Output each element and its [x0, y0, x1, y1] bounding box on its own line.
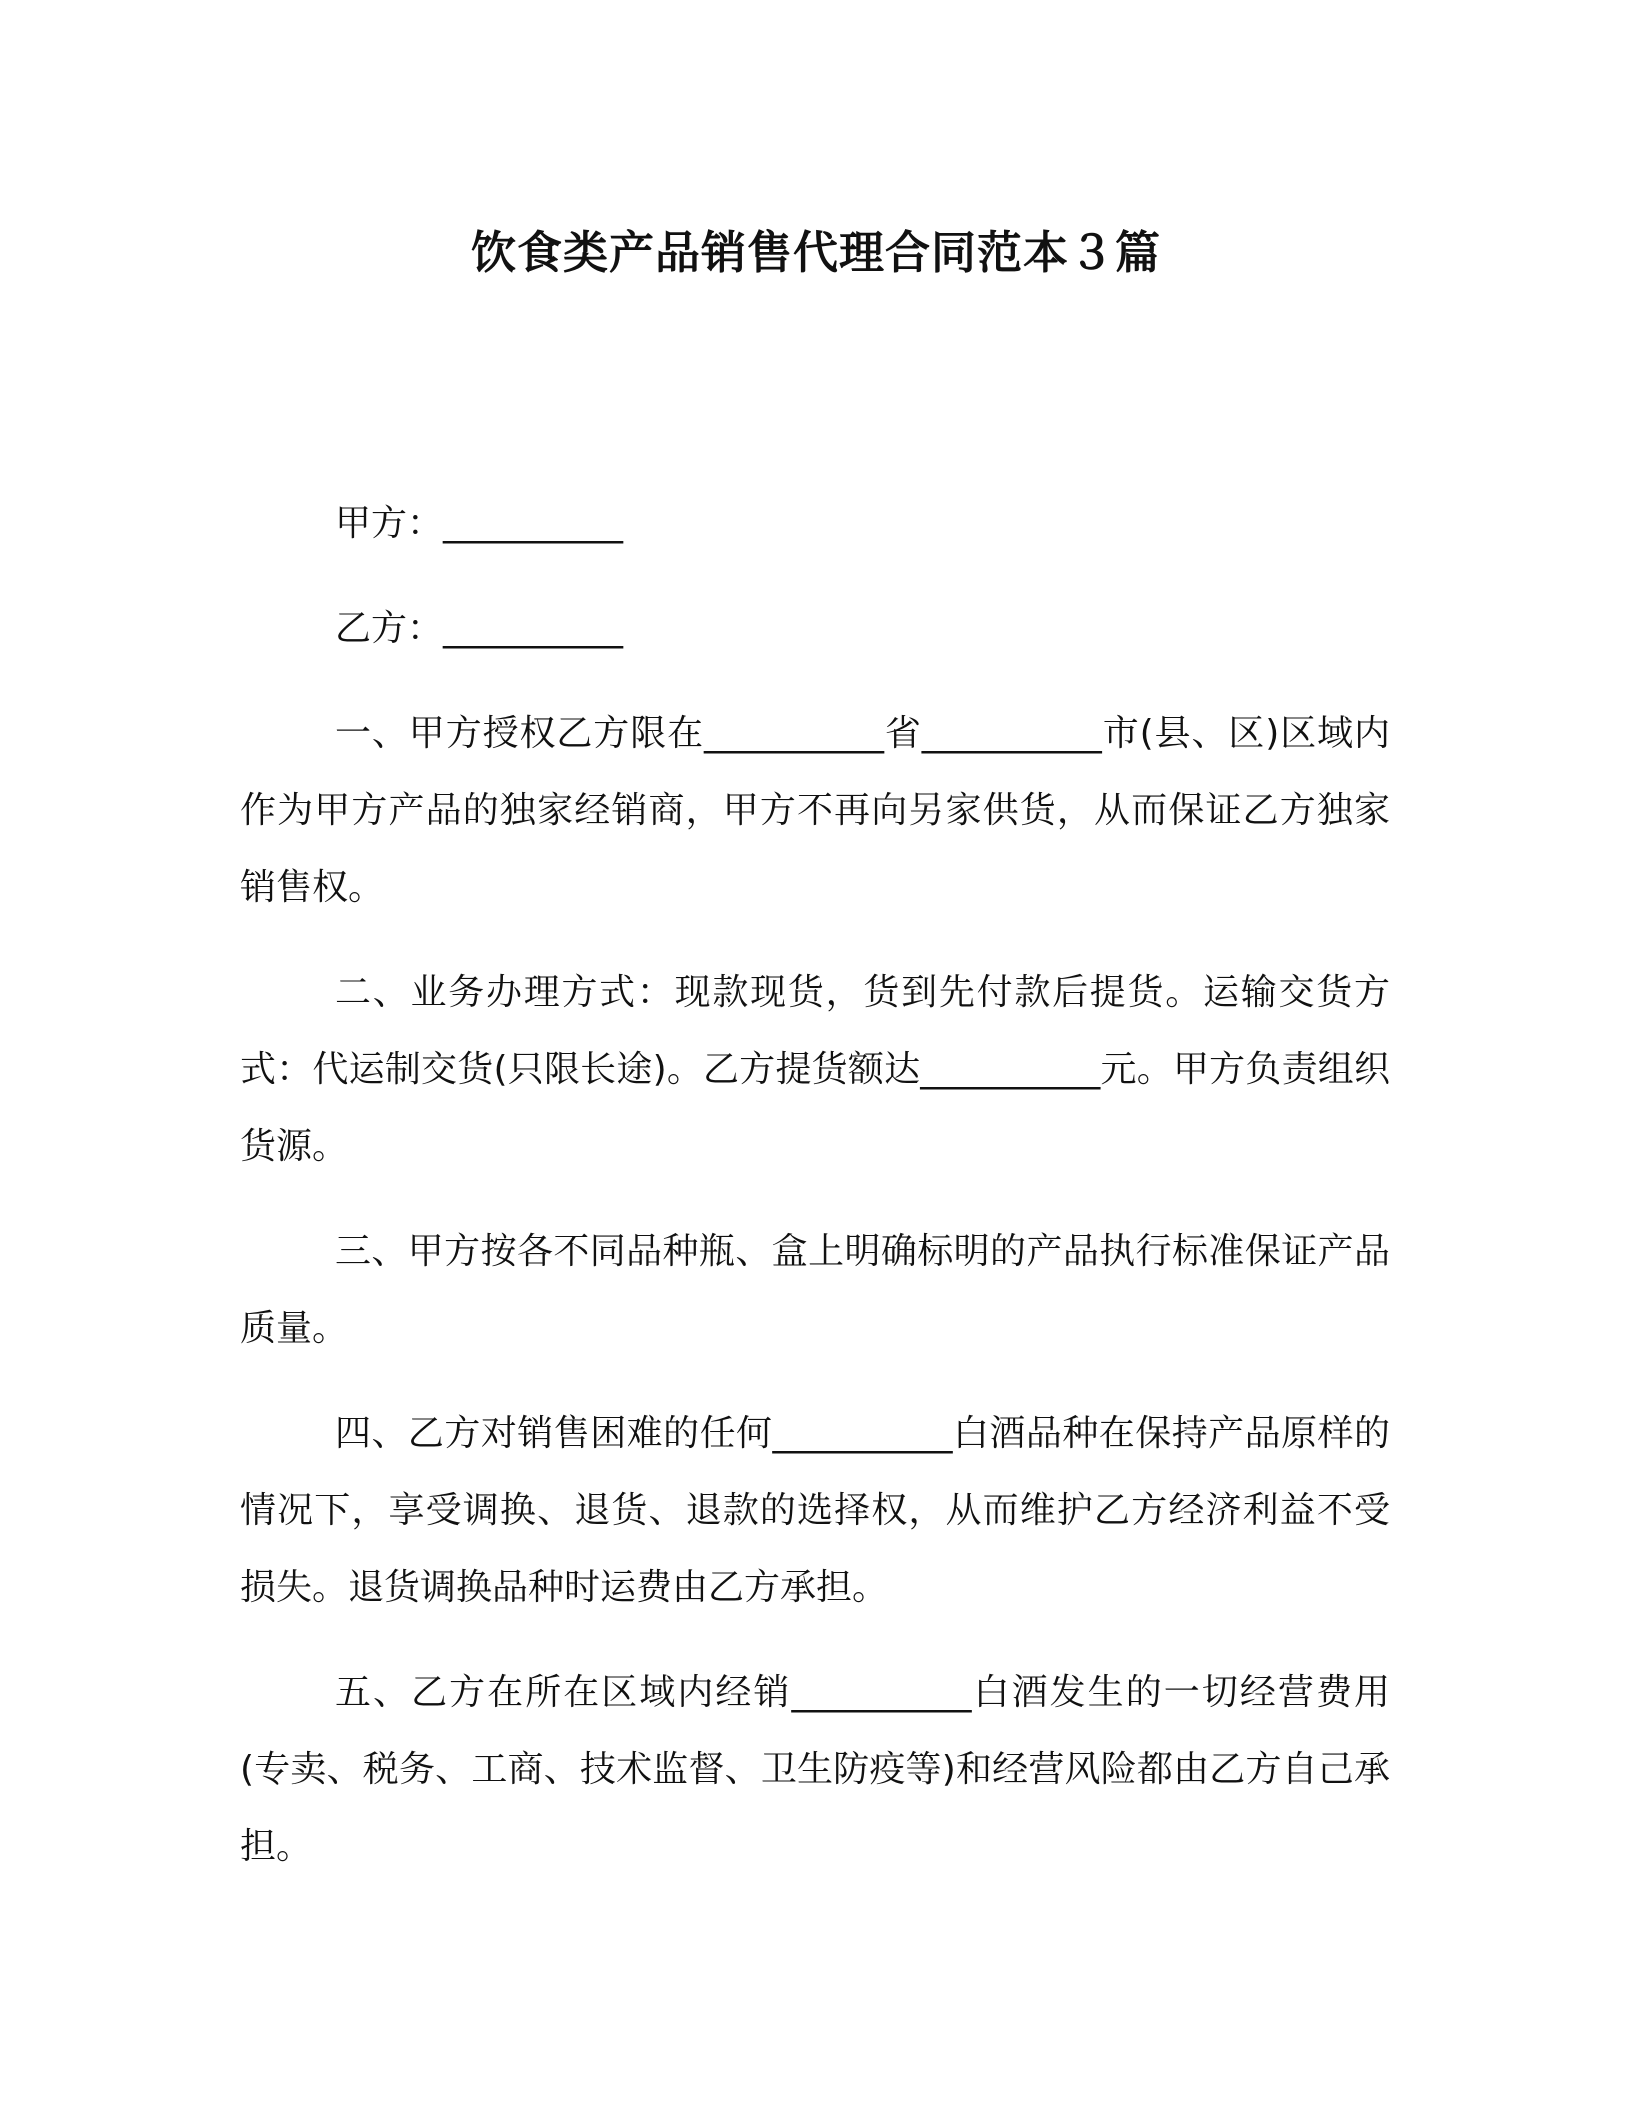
- document-body: [240, 485, 1390, 1913]
- clause-5: 五、乙方在所在区域内经销__________白酒发生的一切经营费用(专卖、税务、工商、技术监督、卫生防疫等)和经营风险都由乙方自己承担。: [240, 1672, 1390, 1867]
- party-b-line: 乙方：__________: [335, 608, 624, 649]
- clause-4: 四、乙方对销售困难的任何__________白酒品种在保持产品原样的情况下，享受调换、退货、退款的选择权，从而维护乙方经济利益不受损失。退货调换品种时运费由乙方承担。: [240, 1413, 1390, 1608]
- document-title: 饮食类产品销售代理合同范本３篇: [470, 226, 1161, 279]
- clause-1: 一、甲方授权乙方限在__________省__________市(县、区)区域内作为甲方产品的独家经销商，甲方不再向另家供货，从而保证乙方独家销售权。: [240, 713, 1390, 908]
- clause-3: 三、甲方按各不同品种瓶、盒上明确标明的产品执行标准保证产品质量。: [240, 1231, 1390, 1349]
- party-a-line: 甲方：__________: [335, 503, 624, 544]
- clause-2: 二、业务办理方式：现款现货，货到先付款后提货。运输交货方式：代运制交货(只限长途)。乙方提货额达__________元。甲方负责组织货源。: [240, 972, 1390, 1167]
